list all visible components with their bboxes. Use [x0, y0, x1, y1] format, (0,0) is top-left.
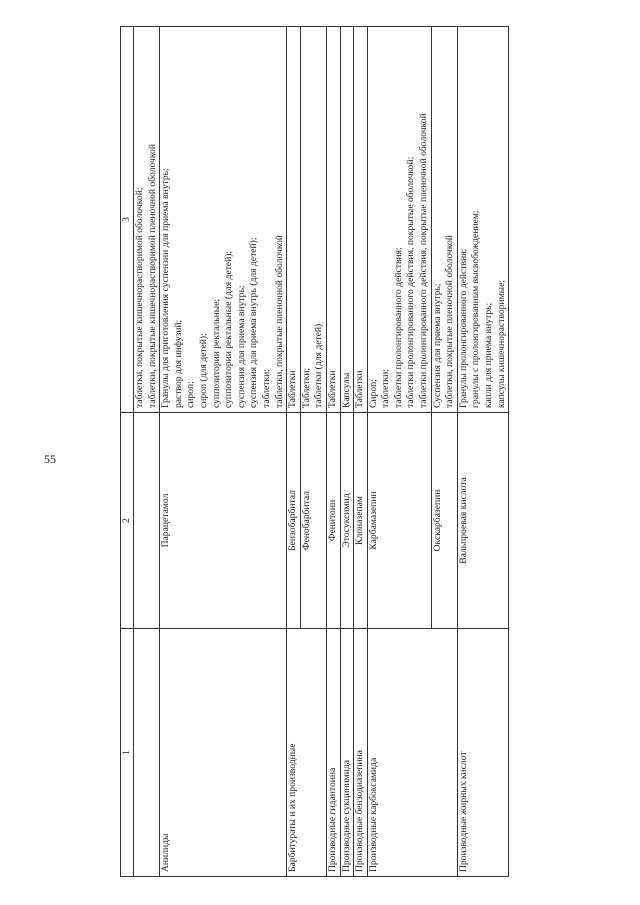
drug-cell: Вальпроевая кислота: [457, 413, 508, 629]
dosage-form: таблетки, покрытые пленочной оболочкой: [444, 235, 456, 408]
table-row: [340, 27, 354, 877]
dosage-form: гранулы с пролонгированным высвобождением;: [470, 210, 482, 408]
dosage-form: капсулы кишечнорастворимые;: [495, 279, 507, 408]
dosage-form: суспензия для приема внутрь (для детей);: [248, 237, 260, 408]
forms-cell: [367, 27, 431, 413]
header-col-2: 2: [121, 413, 134, 629]
header-col-3: 3: [121, 27, 134, 413]
dosage-form: Таблетки: [354, 370, 366, 408]
table-row: [326, 27, 340, 877]
dosage-form: суспензия для приема внутрь;: [235, 285, 247, 408]
dosage-form: таблетки;: [260, 369, 272, 408]
page-number: 55: [44, 452, 56, 466]
forms-cell: [287, 27, 301, 413]
table-row: [457, 27, 508, 877]
dosage-form: таблетки;: [380, 369, 392, 408]
dosage-form: Таблетки: [287, 370, 299, 408]
drug-cell: Бензобарбитал: [287, 413, 301, 629]
drug-cell: Карбамазепин: [367, 413, 431, 629]
forms-cell: [160, 27, 287, 413]
dosage-form: таблетки пролонгированного действия;: [392, 247, 404, 408]
dosage-form: таблетки, покрытые кишечнорастворимой оболочкой;: [134, 187, 145, 408]
table-row-continued: [134, 27, 160, 877]
header-col-1: 1: [121, 629, 134, 877]
drug-table: [120, 26, 509, 877]
drug-cell: Фенитоин: [326, 413, 340, 629]
rotated-page: [120, 27, 520, 877]
forms-cell: [134, 27, 160, 413]
group-cell: Производные бензодиазепина: [354, 629, 368, 877]
table-row: [300, 27, 326, 877]
dosage-form: капли для приема внутрь;: [483, 302, 495, 408]
drug-cell: Парацетамол: [160, 413, 287, 629]
dosage-form: сироп (для детей);: [197, 333, 209, 408]
forms-cell: [354, 27, 368, 413]
group-cell: Производные гидантоина: [326, 629, 340, 877]
drug-cell: Этосуксимид: [340, 413, 354, 629]
dosage-form: раствор для инфузий;: [172, 319, 184, 408]
forms-cell: [431, 27, 457, 413]
dosage-form: Гранулы для приготовления суспензии для приема внутрь;: [160, 168, 172, 408]
dosage-form: таблетки пролонгированного действия, покрытые пленочной оболочкой: [418, 113, 430, 408]
dosage-form: таблетки, покрытые кишечнорастворимой пленочной оболочкой: [146, 144, 158, 408]
group-cell: Производные жирных кислот: [457, 629, 508, 877]
forms-cell: [300, 27, 326, 413]
header-row: [121, 27, 134, 877]
drug-cell: Клоназепам: [354, 413, 368, 629]
forms-cell: [326, 27, 340, 413]
group-cell: Анилиды: [160, 629, 287, 877]
dosage-form: Сироп;: [367, 379, 379, 408]
group-cell: [431, 629, 457, 877]
dosage-form: сироп;: [185, 381, 197, 408]
forms-cell: [457, 27, 508, 413]
group-cell: [300, 629, 326, 877]
dosage-form: Суспензия для приема внутрь;: [431, 283, 443, 408]
dosage-form: Таблетки: [326, 370, 338, 408]
table-row: [287, 27, 301, 877]
table-row: [367, 27, 431, 877]
dosage-form: таблетки пролонгированного действия, покрытые оболочкой;: [405, 156, 417, 408]
dosage-form: суппозитории ректальные;: [210, 298, 222, 408]
forms-cell: [340, 27, 354, 413]
dosage-form: Гранулы пролонгированного действия;: [457, 248, 469, 408]
dosage-form: Таблетки;: [300, 367, 312, 408]
table-row: [160, 27, 287, 877]
dosage-form: суппозитории ректальные (для детей);: [223, 250, 235, 408]
dosage-form: таблетки (для детей): [313, 323, 325, 408]
dosage-form: Капсулы: [340, 372, 352, 408]
dosage-form: таблетки, покрытые пленочной оболочкой: [273, 235, 285, 408]
table-row: [354, 27, 368, 877]
group-cell: Производные сукцинимида: [340, 629, 354, 877]
table-row: [431, 27, 457, 877]
group-cell: Производные карбоксамида: [367, 629, 431, 877]
drug-cell: Окскарбазепин: [431, 413, 457, 629]
group-cell: Барбитураты и их производные: [287, 629, 301, 877]
drug-cell: Фенобарбитал: [300, 413, 326, 629]
